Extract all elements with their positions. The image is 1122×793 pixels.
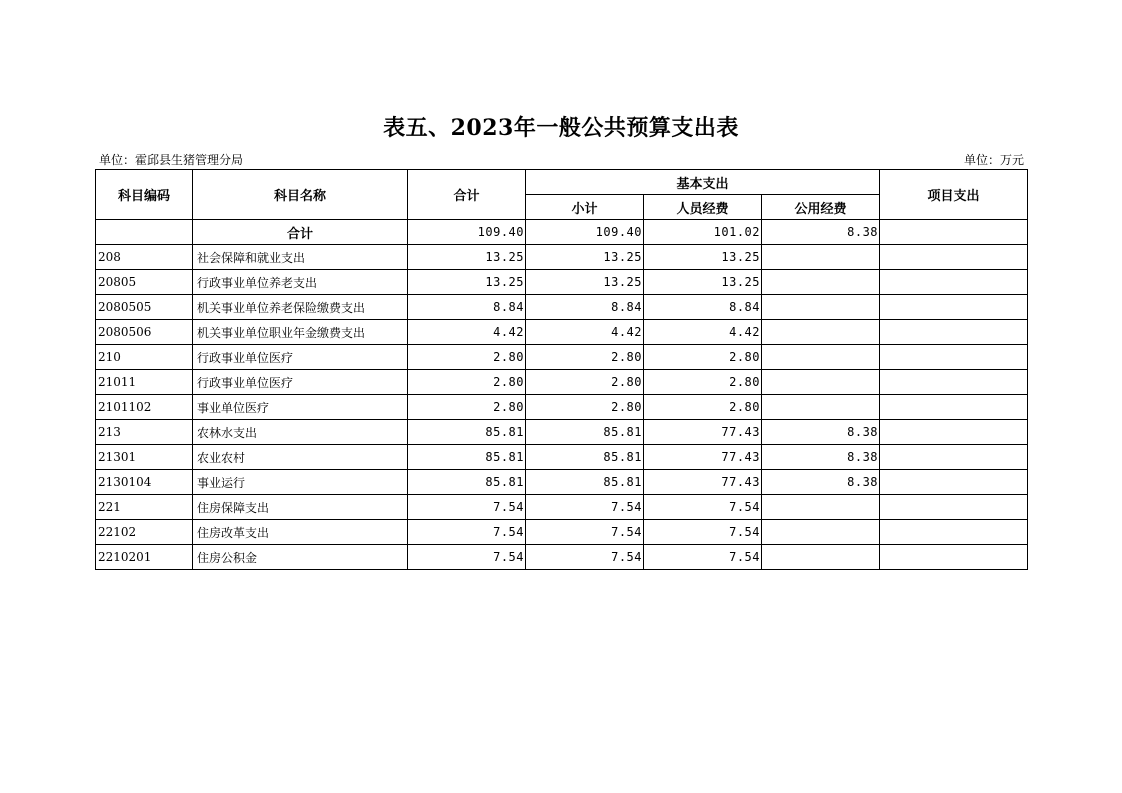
cell-total: 7.54 [408, 545, 526, 570]
cell-personnel: 7.54 [644, 545, 762, 570]
cell-subtotal: 2.80 [526, 370, 644, 395]
cell-name: 合计 [193, 220, 408, 245]
table-row [96, 320, 1028, 345]
cell-subtotal: 8.84 [526, 295, 644, 320]
cell-code: 20805 [96, 270, 193, 295]
cell-subtotal: 2.80 [526, 345, 644, 370]
cell-code: 221 [96, 495, 193, 520]
cell-personnel: 4.42 [644, 320, 762, 345]
cell-public [762, 395, 880, 420]
header-name: 科目名称 [193, 170, 408, 220]
cell-personnel: 7.54 [644, 495, 762, 520]
cell-public [762, 345, 880, 370]
cell-personnel: 8.84 [644, 295, 762, 320]
cell-name: 事业运行 [193, 470, 408, 495]
cell-name: 住房公积金 [193, 545, 408, 570]
cell-project [880, 445, 1028, 470]
table-row [96, 345, 1028, 370]
cell-code: 2210201 [96, 545, 193, 570]
header-project: 项目支出 [880, 170, 1028, 220]
cell-project [880, 420, 1028, 445]
table-row [96, 245, 1028, 270]
cell-project [880, 245, 1028, 270]
cell-code: 2080505 [96, 295, 193, 320]
cell-code: 2101102 [96, 395, 193, 420]
cell-total: 4.42 [408, 320, 526, 345]
cell-name: 行政事业单位医疗 [193, 370, 408, 395]
table-row [96, 495, 1028, 520]
cell-public [762, 495, 880, 520]
cell-total: 109.40 [408, 220, 526, 245]
cell-total: 85.81 [408, 470, 526, 495]
table-row [96, 470, 1028, 495]
cell-subtotal: 85.81 [526, 470, 644, 495]
cell-subtotal: 2.80 [526, 395, 644, 420]
table-row [96, 545, 1028, 570]
cell-subtotal: 7.54 [526, 495, 644, 520]
cell-name: 事业单位医疗 [193, 395, 408, 420]
cell-public [762, 370, 880, 395]
table-row [96, 520, 1028, 545]
cell-subtotal: 13.25 [526, 270, 644, 295]
cell-name: 农业农村 [193, 445, 408, 470]
cell-public [762, 295, 880, 320]
cell-code: 21011 [96, 370, 193, 395]
header-total: 合计 [408, 170, 526, 220]
budget-table [95, 169, 1028, 570]
cell-total: 2.80 [408, 345, 526, 370]
table-row [96, 420, 1028, 445]
cell-subtotal: 7.54 [526, 520, 644, 545]
cell-code: 213 [96, 420, 193, 445]
table-row [96, 270, 1028, 295]
header-basic: 基本支出 [526, 170, 880, 195]
cell-code: 22102 [96, 520, 193, 545]
cell-total: 85.81 [408, 420, 526, 445]
table-body [96, 220, 1028, 570]
cell-personnel: 13.25 [644, 270, 762, 295]
cell-code: 2130104 [96, 470, 193, 495]
header-public: 公用经费 [762, 195, 880, 220]
cell-personnel: 77.43 [644, 445, 762, 470]
cell-code: 21301 [96, 445, 193, 470]
cell-name: 行政事业单位养老支出 [193, 270, 408, 295]
cell-code: 2080506 [96, 320, 193, 345]
cell-subtotal: 109.40 [526, 220, 644, 245]
cell-personnel: 13.25 [644, 245, 762, 270]
cell-total: 7.54 [408, 520, 526, 545]
cell-project [880, 295, 1028, 320]
table-header [96, 170, 1028, 220]
cell-name: 行政事业单位医疗 [193, 345, 408, 370]
cell-total: 8.84 [408, 295, 526, 320]
cell-project [880, 270, 1028, 295]
cell-project [880, 545, 1028, 570]
cell-total: 13.25 [408, 270, 526, 295]
cell-personnel: 2.80 [644, 395, 762, 420]
cell-project [880, 495, 1028, 520]
cell-public: 8.38 [762, 470, 880, 495]
cell-subtotal: 85.81 [526, 420, 644, 445]
cell-personnel: 2.80 [644, 370, 762, 395]
cell-public [762, 520, 880, 545]
cell-total: 7.54 [408, 495, 526, 520]
cell-project [880, 370, 1028, 395]
cell-project [880, 470, 1028, 495]
cell-project [880, 395, 1028, 420]
cell-public [762, 320, 880, 345]
cell-code [96, 220, 193, 245]
cell-subtotal: 85.81 [526, 445, 644, 470]
cell-subtotal: 4.42 [526, 320, 644, 345]
table-row [96, 395, 1028, 420]
cell-total: 13.25 [408, 245, 526, 270]
cell-total: 85.81 [408, 445, 526, 470]
cell-subtotal: 7.54 [526, 545, 644, 570]
table-row [96, 295, 1028, 320]
cell-public: 8.38 [762, 420, 880, 445]
cell-total: 2.80 [408, 395, 526, 420]
cell-name: 住房改革支出 [193, 520, 408, 545]
cell-total: 2.80 [408, 370, 526, 395]
header-personnel: 人员经费 [644, 195, 762, 220]
cell-project [880, 345, 1028, 370]
cell-code: 208 [96, 245, 193, 270]
cell-personnel: 2.80 [644, 345, 762, 370]
cell-name: 社会保障和就业支出 [193, 245, 408, 270]
cell-public [762, 270, 880, 295]
cell-public [762, 545, 880, 570]
cell-public: 8.38 [762, 445, 880, 470]
cell-personnel: 77.43 [644, 420, 762, 445]
header-subtotal: 小计 [526, 195, 644, 220]
cell-personnel: 77.43 [644, 470, 762, 495]
header-code: 科目编码 [96, 170, 193, 220]
cell-public [762, 245, 880, 270]
cell-personnel: 7.54 [644, 520, 762, 545]
cell-public: 8.38 [762, 220, 880, 245]
unit-currency: 单位：万元 [963, 153, 1024, 167]
cell-name: 机关事业单位职业年金缴费支出 [193, 320, 408, 345]
table-row [96, 445, 1028, 470]
cell-project [880, 320, 1028, 345]
cell-project [880, 220, 1028, 245]
cell-personnel: 101.02 [644, 220, 762, 245]
cell-project [880, 520, 1028, 545]
cell-name: 住房保障支出 [193, 495, 408, 520]
cell-code: 210 [96, 345, 193, 370]
total-row [96, 220, 1028, 245]
cell-name: 机关事业单位养老保险缴费支出 [193, 295, 408, 320]
unit-organization: 单位：霍邱县生猪管理分局 [99, 153, 244, 167]
cell-subtotal: 13.25 [526, 245, 644, 270]
page-title: 表五、2023年一般公共预算支出表 [383, 115, 739, 141]
cell-name: 农林水支出 [193, 420, 408, 445]
table-row [96, 370, 1028, 395]
